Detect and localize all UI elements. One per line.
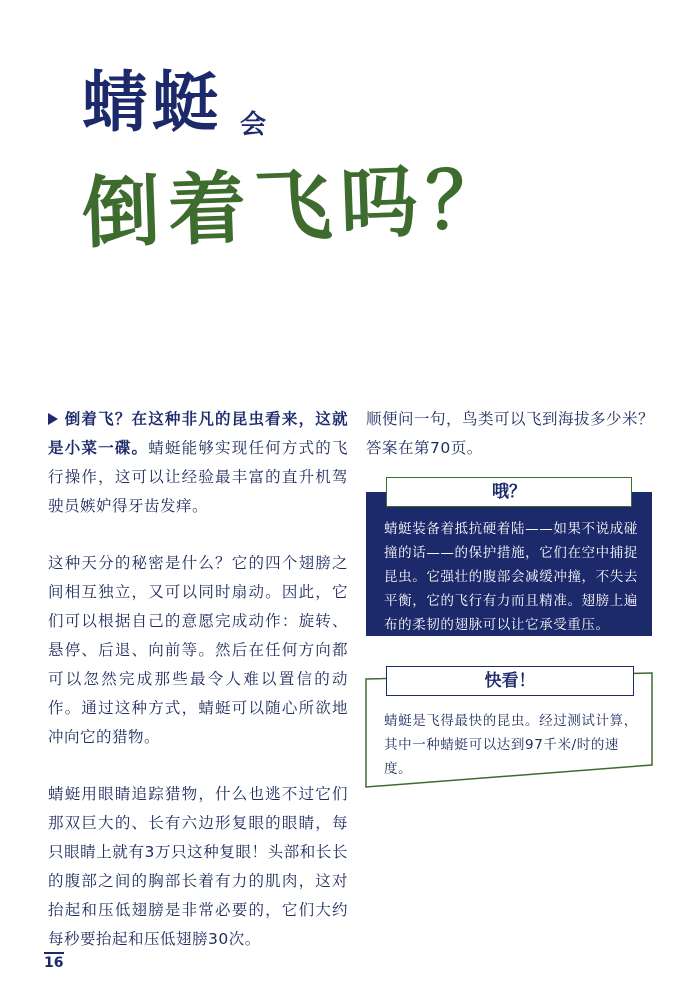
paragraph-lead: 倒着飞？在这种非凡的昆虫看来，这就是小菜一碟。 <box>48 410 348 457</box>
paragraph-eyes: 蜻蜓用眼睛追踪猎物，什么也逃不过它们那双巨大的、长有六边形复眼的眼睛，每只眼睛上就有3万只这种复眼！头部和长长的腹部之间的胸部长着有力的肌肉，这对抬起和压低翅膀是非常必要的，它们大约每秒要抬起和压低翅膀30次。 <box>48 785 348 948</box>
title-question: 倒着飞吗？ <box>80 153 514 260</box>
title-connector: 会 <box>240 110 267 140</box>
info-box-look-title: 快看！ <box>386 666 634 696</box>
title-main: 蜻蜓 <box>82 64 222 141</box>
paragraph-bird-question: 顺便问一句，鸟类可以飞到海拔多少米？答案在第70页。 <box>366 410 655 457</box>
paragraph-secret: 这种天分的秘密是什么？它的四个翅膀之间相互独立，又可以同时扇动。因此，它们可以根据自己的意愿完成动作：旋转、悬停、后退、向前等。然后在任何方向都可以忽然完成那些最令人难以置信的动作。通过这种方式，蜻蜓可以随心所欲地冲向它的猎物。 <box>48 554 348 746</box>
play-arrow-icon <box>48 413 58 425</box>
info-box-oh-text: 蜻蜓装备着抵抗硬着陆——如果不说成碰撞的话——的保护措施，它们在空中捕捉昆虫。它强壮的腹部会减缓冲撞，不失去平衡，它的飞行有力而且精准。翅膀上遍布的柔韧的翅脉可以让它承受重压。 <box>384 521 638 633</box>
right-column <box>366 405 656 463</box>
info-box-look-text: 蜻蜓是飞得最快的昆虫。经过测试计算，其中一种蜻蜓可以达到97千米/时的速度。 <box>384 713 638 777</box>
page-number: 16 <box>44 955 64 971</box>
paragraph-intro <box>48 405 348 521</box>
paragraph-intro-rest: 蜻蜓能够实现任何方式的飞行操作，这可以让经验最丰富的直升机驾驶员嫉妒得牙齿发痒。 <box>48 439 348 515</box>
info-box-oh-title: 哦？ <box>386 477 632 507</box>
page-number-rule <box>44 952 64 954</box>
left-column <box>48 405 348 982</box>
